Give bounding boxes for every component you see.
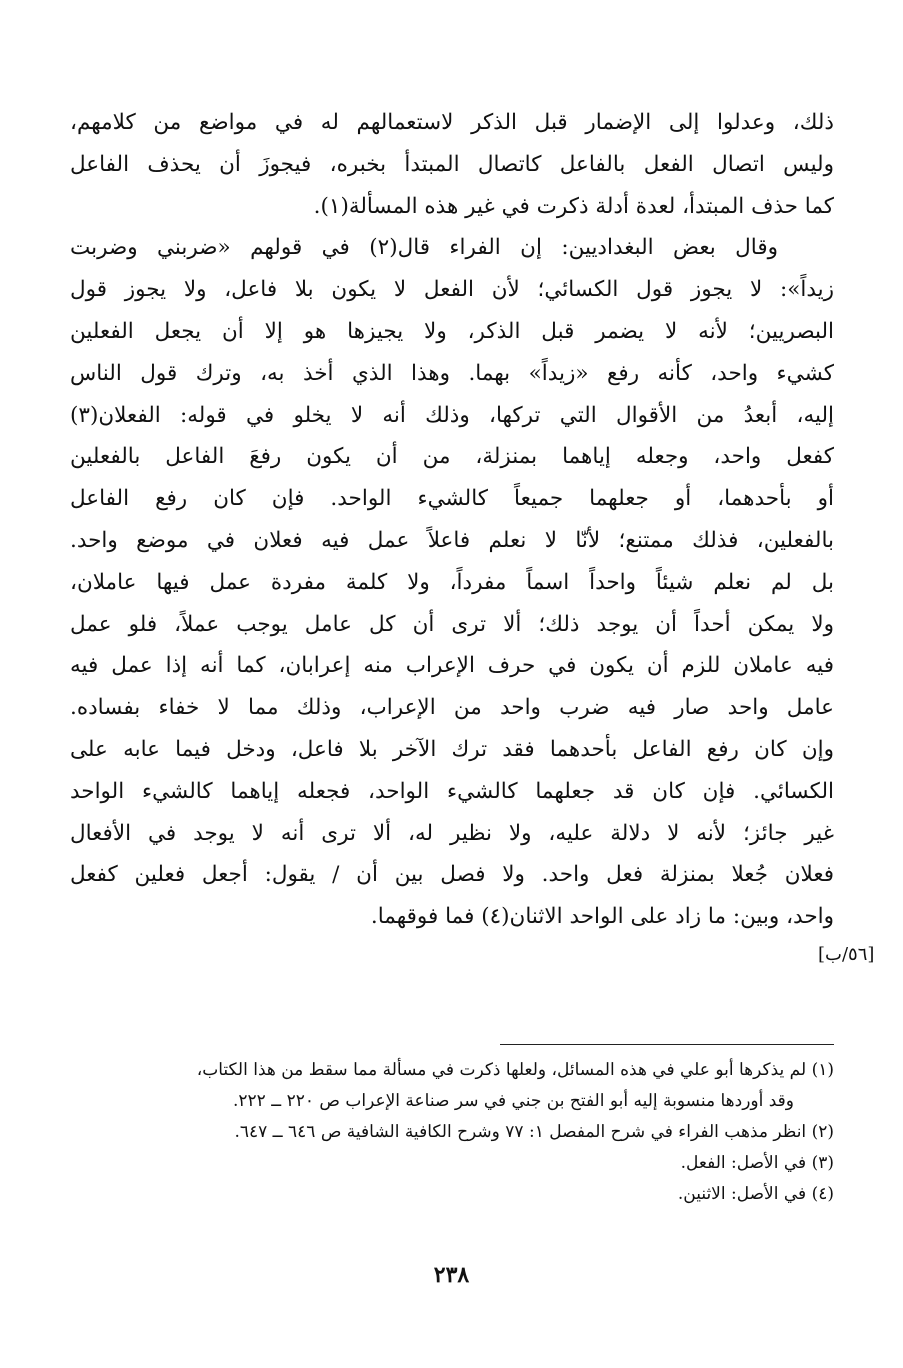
footnote-2 — [70, 1117, 834, 1148]
text-line: ولا يمكن أحداً أن يوجد ذلك؛ ألا ترى أن كل عامل يوجب عملاً، فلو عمل — [70, 611, 834, 637]
footnote-text: في الأصل: الاثنين. — [677, 1184, 807, 1204]
page-number: ٢٣٨ — [433, 1262, 470, 1288]
text-line: عامل واحد صار فيه ضرب واحد من الإعراب، وذلك مما لا خفاء بفساده. — [70, 695, 834, 721]
text-line: فعلان جُعلا بمنزلة فعل واحد. ولا فصل بين أن / يقول: أجعل فعلين كفعل — [70, 862, 834, 888]
text-line: أو بأحدهما، أو جعلهما جميعاً كالشيء الواحد. فإن كان رفع الفاعل — [70, 486, 834, 512]
footnote-text: انظر مذهب الفراء في شرح المفصل ١: ٧٧ وشرح الكافية الشافية ص ٦٤٦ ــ ٦٤٧. — [234, 1122, 807, 1142]
text-line: بالفعلين، فذلك ممتنع؛ لأنّا لا نعلم فاعلاً عمل فيه فعلان في موضع واحد. — [70, 527, 834, 553]
text-line: كفعل واحد، وجعله إياهما بمنزلة، من أن يكون رفعَ الفاعل بالفعلين — [70, 444, 834, 470]
footnote-1-continuation: وقد أوردها منسوبة إليه أبو الفتح بن جني في سر صناعة الإعراب ص ٢٢٠ ــ ٢٢٢. — [232, 1091, 794, 1111]
text-line: وليس اتصال الفعل بالفاعل كاتصال المبتدأ بخبره، فيجوزَ أن يحذف الفاعل — [70, 151, 834, 177]
footnote-1 — [70, 1055, 834, 1086]
footnote-text: في الأصل: الفعل. — [680, 1153, 807, 1173]
text-line: غير جائز؛ لأنه لا دلالة عليه، ولا نظير له، ألا ترى أنه لا يوجد في الأفعال — [70, 820, 834, 846]
main-text — [70, 102, 834, 938]
text-line: واحد، وبين: ما زاد على الواحد الاثنان(٤) فما فوقهما. — [370, 904, 834, 930]
footnote-3 — [70, 1148, 834, 1179]
text-line: ذلك، وعدلوا إلى الإضمار قبل الذكر لاستعمالهم له في مواضع من كلامهم، — [70, 110, 834, 135]
footnote-marker: (٤) — [811, 1184, 834, 1204]
text-line: فيه عاملان للزم أن يكون في حرف الإعراب منه إعرابان، كما أنه إذا عمل فيه — [70, 653, 834, 679]
footnotes — [70, 1055, 834, 1210]
text-line: كشيء واحد، كأنه رفع «زيداً» بهما. وهذا الذي أخذ به، وترك قول الناس — [70, 360, 834, 386]
footnote-marker: (٢) — [811, 1122, 834, 1142]
paragraph-start-line: وقال بعض البغداديين: إن الفراء قال(٢) في قولهم «ضربني وضربت — [70, 235, 778, 261]
text-line: البصريين؛ لأنه لا يضمر قبل الذكر، ولا يجيزها هو إلا أن يجعل الفعلين — [70, 318, 834, 344]
text-line: الكسائي. فإن كان قد جعلهما كالشيء الواحد، فجعله إياهما كالشيء الواحد — [70, 778, 834, 804]
footnote-text: لم يذكرها أبو علي في هذه المسائل، ولعلها ذكرت في مسألة مما سقط من هذا الكتاب، — [196, 1060, 807, 1080]
text-line: زيداً»: لا يجوز قول الكسائي؛ لأن الفعل لا يكون بلا فاعل، ولا يجوز قول — [70, 277, 834, 303]
footnote-marker: (١) — [811, 1060, 834, 1080]
footnote-4 — [70, 1179, 834, 1210]
footnote-marker: (٣) — [811, 1153, 834, 1173]
text-line: بل لم نعلم شيئاً واحداً اسماً مفرداً، ولا كلمة مفردة عمل فيها عاملان، — [70, 569, 834, 595]
text-line: كما حذف المبتدأ، لعدة أدلة ذكرت في غير هذه المسألة(١). — [313, 193, 834, 219]
folio-margin-note: [٥٦/ب] — [818, 944, 875, 965]
text-line: وإن كان رفع الفاعل بأحدهما فقد ترك الآخر بلا فاعل، ودخل فيما عابه على — [70, 736, 834, 762]
text-line: إليه، أبعدُ من الأقوال التي تركها، وذلك أنه لا يخلو في قوله: الفعلان(٣) — [70, 402, 834, 428]
footnote-separator — [500, 1044, 834, 1045]
